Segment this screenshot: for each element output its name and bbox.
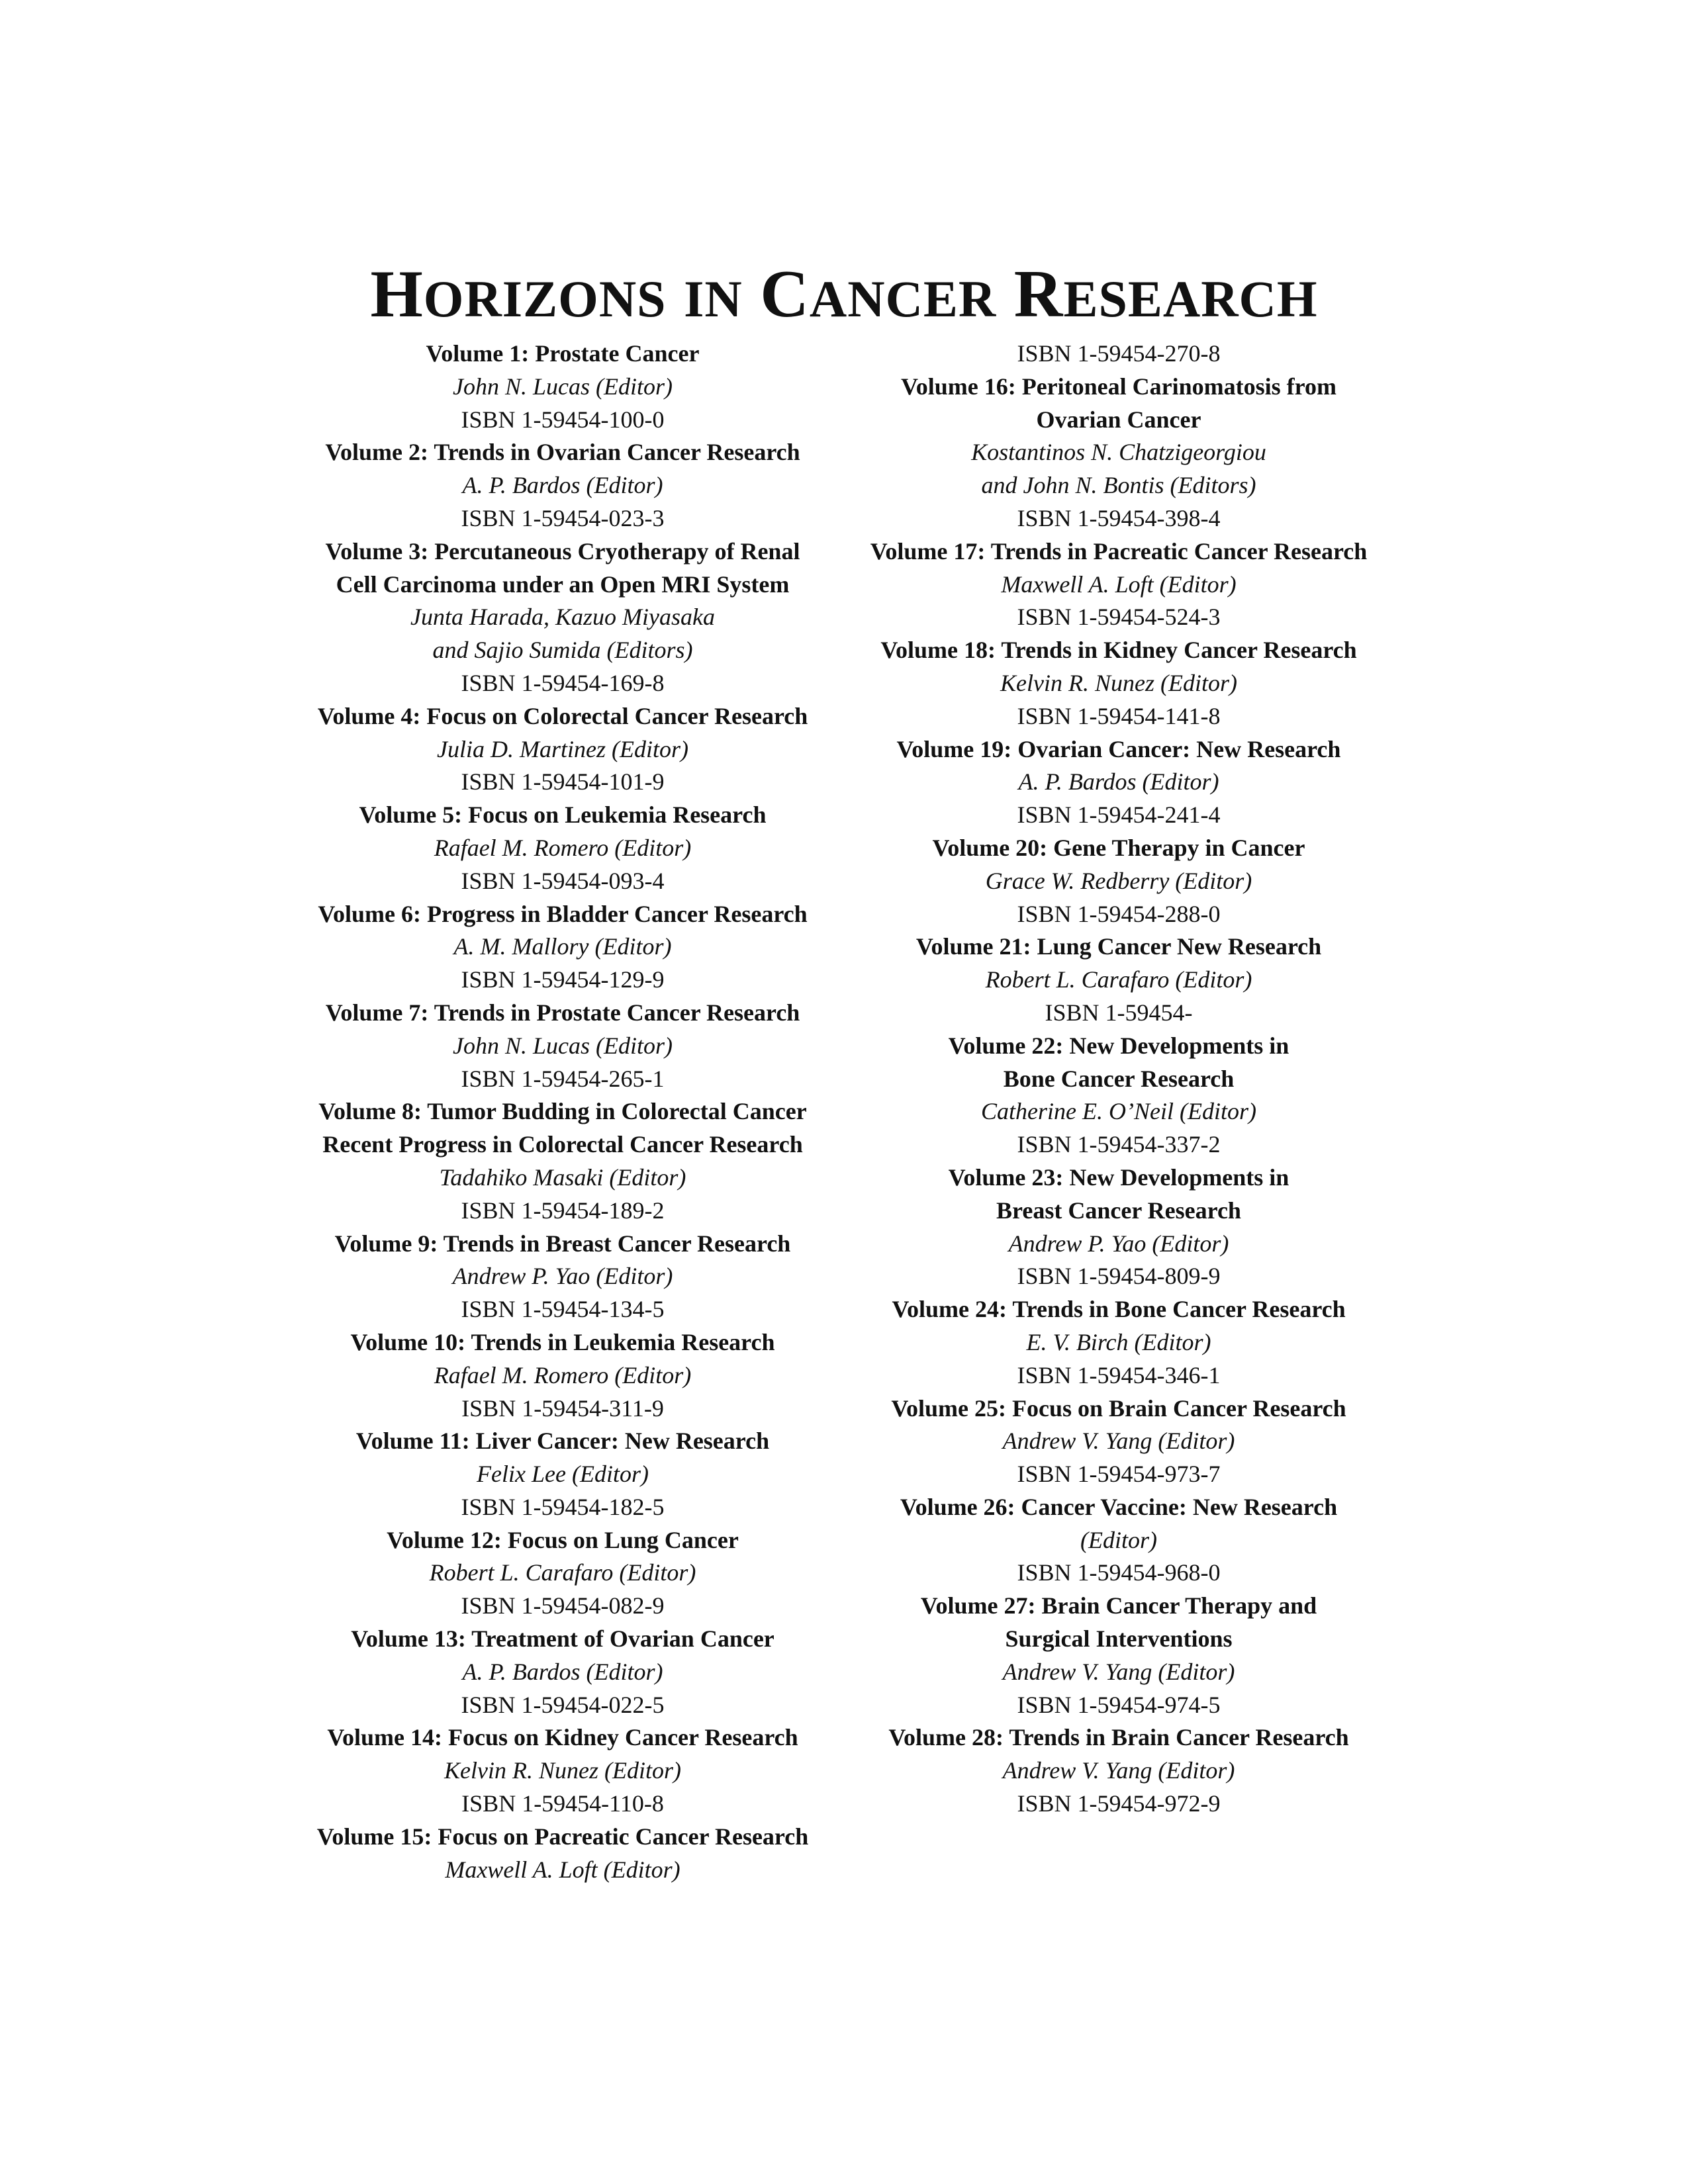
volume-title-line: Volume 13: Treatment of Ovarian Cancer [351,1625,774,1653]
volume-title-line: Cell Carcinoma under an Open MRI System [336,570,790,598]
volume-title-line: Volume 26: Cancer Vaccine: New Research [900,1493,1338,1520]
volume-title-line: Volume 9: Trends in Breast Cancer Research [334,1230,791,1257]
volume-title-line: Volume 17: Trends in Pacreatic Cancer Research [870,537,1368,565]
title-word-4-rest: ESEARCH [1063,270,1318,328]
volume-title-line: Volume 19: Ovarian Cancer: New Research [896,735,1341,762]
volume-title-line: Recent Progress in Colorectal Cancer Research [322,1131,803,1158]
volume-isbn-line: ISBN 1-59454-023-3 [461,504,665,531]
volume-title-line: Volume 24: Trends in Bone Cancer Research [892,1296,1346,1323]
volume-isbn-line: ISBN 1-59454-241-4 [1017,801,1221,829]
volume-isbn-line: ISBN 1-59454-169-8 [461,669,665,696]
volume-title-line: Volume 4: Focus on Colorectal Cancer Research [317,702,808,729]
volume-title-line: Volume 23: New Developments in [948,1163,1289,1191]
volume-title-line: Volume 14: Focus on Kidney Cancer Research [327,1724,798,1751]
volume-editor-line: Rafael M. Romero (Editor) [434,1361,692,1388]
volume-title-line: Volume 7: Trends in Prostate Cancer Research [325,999,800,1026]
volume-editor-line: Andrew V. Yang (Editor) [1002,1428,1235,1455]
volume-editor-line: Andrew P. Yao (Editor) [452,1263,673,1290]
volume-isbn-line: ISBN 1-59454-182-5 [461,1493,665,1520]
volume-title-line: Volume 11: Liver Cancer: New Research [355,1428,770,1455]
title-word-3-initial: C [760,257,810,332]
volume-isbn-line: ISBN 1-59454-346-1 [1017,1361,1221,1388]
volume-editor-line: Robert L. Carafaro (Editor) [429,1559,696,1586]
volume-isbn-line: ISBN 1-59454-972-9 [1017,1790,1221,1817]
volume-title-line: Volume 28: Trends in Brain Cancer Research [888,1724,1349,1751]
volume-isbn-line: ISBN 1-59454-270-8 [1017,340,1221,367]
volume-editor-line: Kostantinos N. Chatzigeorgiou [971,439,1266,466]
volume-editor-line: Felix Lee (Editor) [477,1461,649,1488]
volume-isbn-line: ISBN 1-59454- [1045,999,1193,1026]
volume-editor-line: Grace W. Redberry (Editor) [985,867,1252,894]
volume-editor-line: and Sajio Sumida (Editors) [432,637,693,664]
volume-isbn-line: ISBN 1-59454-100-0 [461,406,665,433]
volume-isbn-line: ISBN 1-59454-809-9 [1017,1263,1221,1290]
title-word-3-rest: ANCER [809,270,997,328]
title-word-1-rest: ORIZONS [423,270,667,328]
volume-isbn-line: ISBN 1-59454-265-1 [461,1065,665,1092]
volume-isbn-line: ISBN 1-59454-082-9 [461,1592,665,1619]
volume-isbn-line: ISBN 1-59454-398-4 [1017,504,1221,531]
volume-isbn-line: ISBN 1-59454-311-9 [461,1394,664,1422]
volume-title-line: Volume 6: Progress in Bladder Cancer Research [318,900,808,927]
volume-isbn-line: ISBN 1-59454-288-0 [1017,900,1221,927]
volume-editor-line: E. V. Birch (Editor) [1026,1328,1211,1355]
volume-editor-line: A. P. Bardos (Editor) [462,472,663,499]
volume-editor-line: Andrew V. Yang (Editor) [1002,1757,1235,1784]
title-word-1-initial: H [370,257,424,332]
volume-editor-line: Julia D. Martinez (Editor) [437,735,688,762]
volume-editor-line: and John N. Bontis (Editors) [981,472,1256,499]
volume-title-line: Volume 5: Focus on Leukemia Research [359,801,767,829]
title-word-2: IN [684,270,743,328]
title-word-4-initial: R [1013,257,1064,332]
volume-title-line: Volume 10: Trends in Leukemia Research [350,1328,775,1355]
volume-title-line: Volume 16: Peritoneal Carinomatosis from [901,373,1336,400]
volume-isbn-line: ISBN 1-59454-093-4 [461,867,665,894]
volume-title-line: Volume 3: Percutaneous Cryotherapy of Renal [325,537,800,565]
volume-isbn-line: ISBN 1-59454-973-7 [1017,1461,1221,1488]
volume-editor-line: John N. Lucas (Editor) [453,373,673,400]
volume-title-line: Volume 25: Focus on Brain Cancer Research [891,1394,1346,1422]
volume-editor-line: Rafael M. Romero (Editor) [434,834,692,861]
volume-title-line: Volume 21: Lung Cancer New Research [915,933,1322,960]
volume-title-line: Volume 1: Prostate Cancer [426,340,700,367]
volume-title-line: Volume 18: Trends in Kidney Cancer Research [880,637,1357,664]
volume-isbn-line: ISBN 1-59454-337-2 [1017,1131,1221,1158]
volume-editor-line: Robert L. Carafaro (Editor) [985,966,1252,993]
volume-editor-line: A. M. Mallory (Editor) [453,933,672,960]
volume-title-line: Volume 20: Gene Therapy in Cancer [932,834,1305,861]
volume-editor-line: Junta Harada, Kazuo Miyasaka [410,604,715,631]
volume-editor-line: A. P. Bardos (Editor) [462,1658,663,1685]
volume-title-line: Breast Cancer Research [996,1197,1241,1224]
volume-title-line: Ovarian Cancer [1036,406,1201,433]
volume-editor-line: Kelvin R. Nunez (Editor) [444,1757,681,1784]
volume-editor-line: (Editor) [1080,1526,1157,1553]
volume-editor-line: Tadahiko Masaki (Editor) [439,1163,686,1191]
volume-editor-line: Maxwell A. Loft (Editor) [445,1856,680,1883]
volume-title-line: Volume 8: Tumor Budding in Colorectal Cancer [318,1098,807,1125]
volume-editor-line: Andrew P. Yao (Editor) [1008,1230,1229,1257]
volume-title-line: Volume 22: New Developments in [948,1032,1289,1059]
volume-title-line: Volume 27: Brain Cancer Therapy and [920,1592,1317,1619]
volume-editor-line: Kelvin R. Nunez (Editor) [1000,669,1237,696]
volume-editor-line: Maxwell A. Loft (Editor) [1001,570,1237,598]
volume-isbn-line: ISBN 1-59454-141-8 [1017,702,1221,729]
volume-isbn-line: ISBN 1-59454-129-9 [461,966,665,993]
volume-list-right-column [794,338,1443,1821]
volume-isbn-line: ISBN 1-59454-974-5 [1017,1691,1221,1718]
volume-editor-line: Andrew V. Yang (Editor) [1002,1658,1235,1685]
volume-title-line: Volume 12: Focus on Lung Cancer [387,1526,739,1553]
volume-title-line: Bone Cancer Research [1003,1065,1235,1092]
volume-list-left-column [238,338,887,1886]
volume-isbn-line: ISBN 1-59454-134-5 [461,1296,665,1323]
volume-isbn-line: ISBN 1-59454-968-0 [1017,1559,1221,1586]
volume-title-line: Surgical Interventions [1005,1625,1233,1653]
volume-title-line: Volume 2: Trends in Ovarian Cancer Research [325,439,800,466]
volume-editor-line: John N. Lucas (Editor) [453,1032,673,1059]
volume-isbn-line: ISBN 1-59454-022-5 [461,1691,665,1718]
volume-editor-line: A. P. Bardos (Editor) [1018,768,1219,796]
series-title [0,255,1688,339]
volume-isbn-line: ISBN 1-59454-524-3 [1017,604,1221,631]
volume-isbn-line: ISBN 1-59454-189-2 [461,1197,665,1224]
volume-isbn-line: ISBN 1-59454-110-8 [461,1790,664,1817]
volume-isbn-line: ISBN 1-59454-101-9 [461,768,665,796]
volume-editor-line: Catherine E. O’Neil (Editor) [981,1098,1256,1125]
volume-title-line: Volume 15: Focus on Pacreatic Cancer Research [316,1823,809,1850]
